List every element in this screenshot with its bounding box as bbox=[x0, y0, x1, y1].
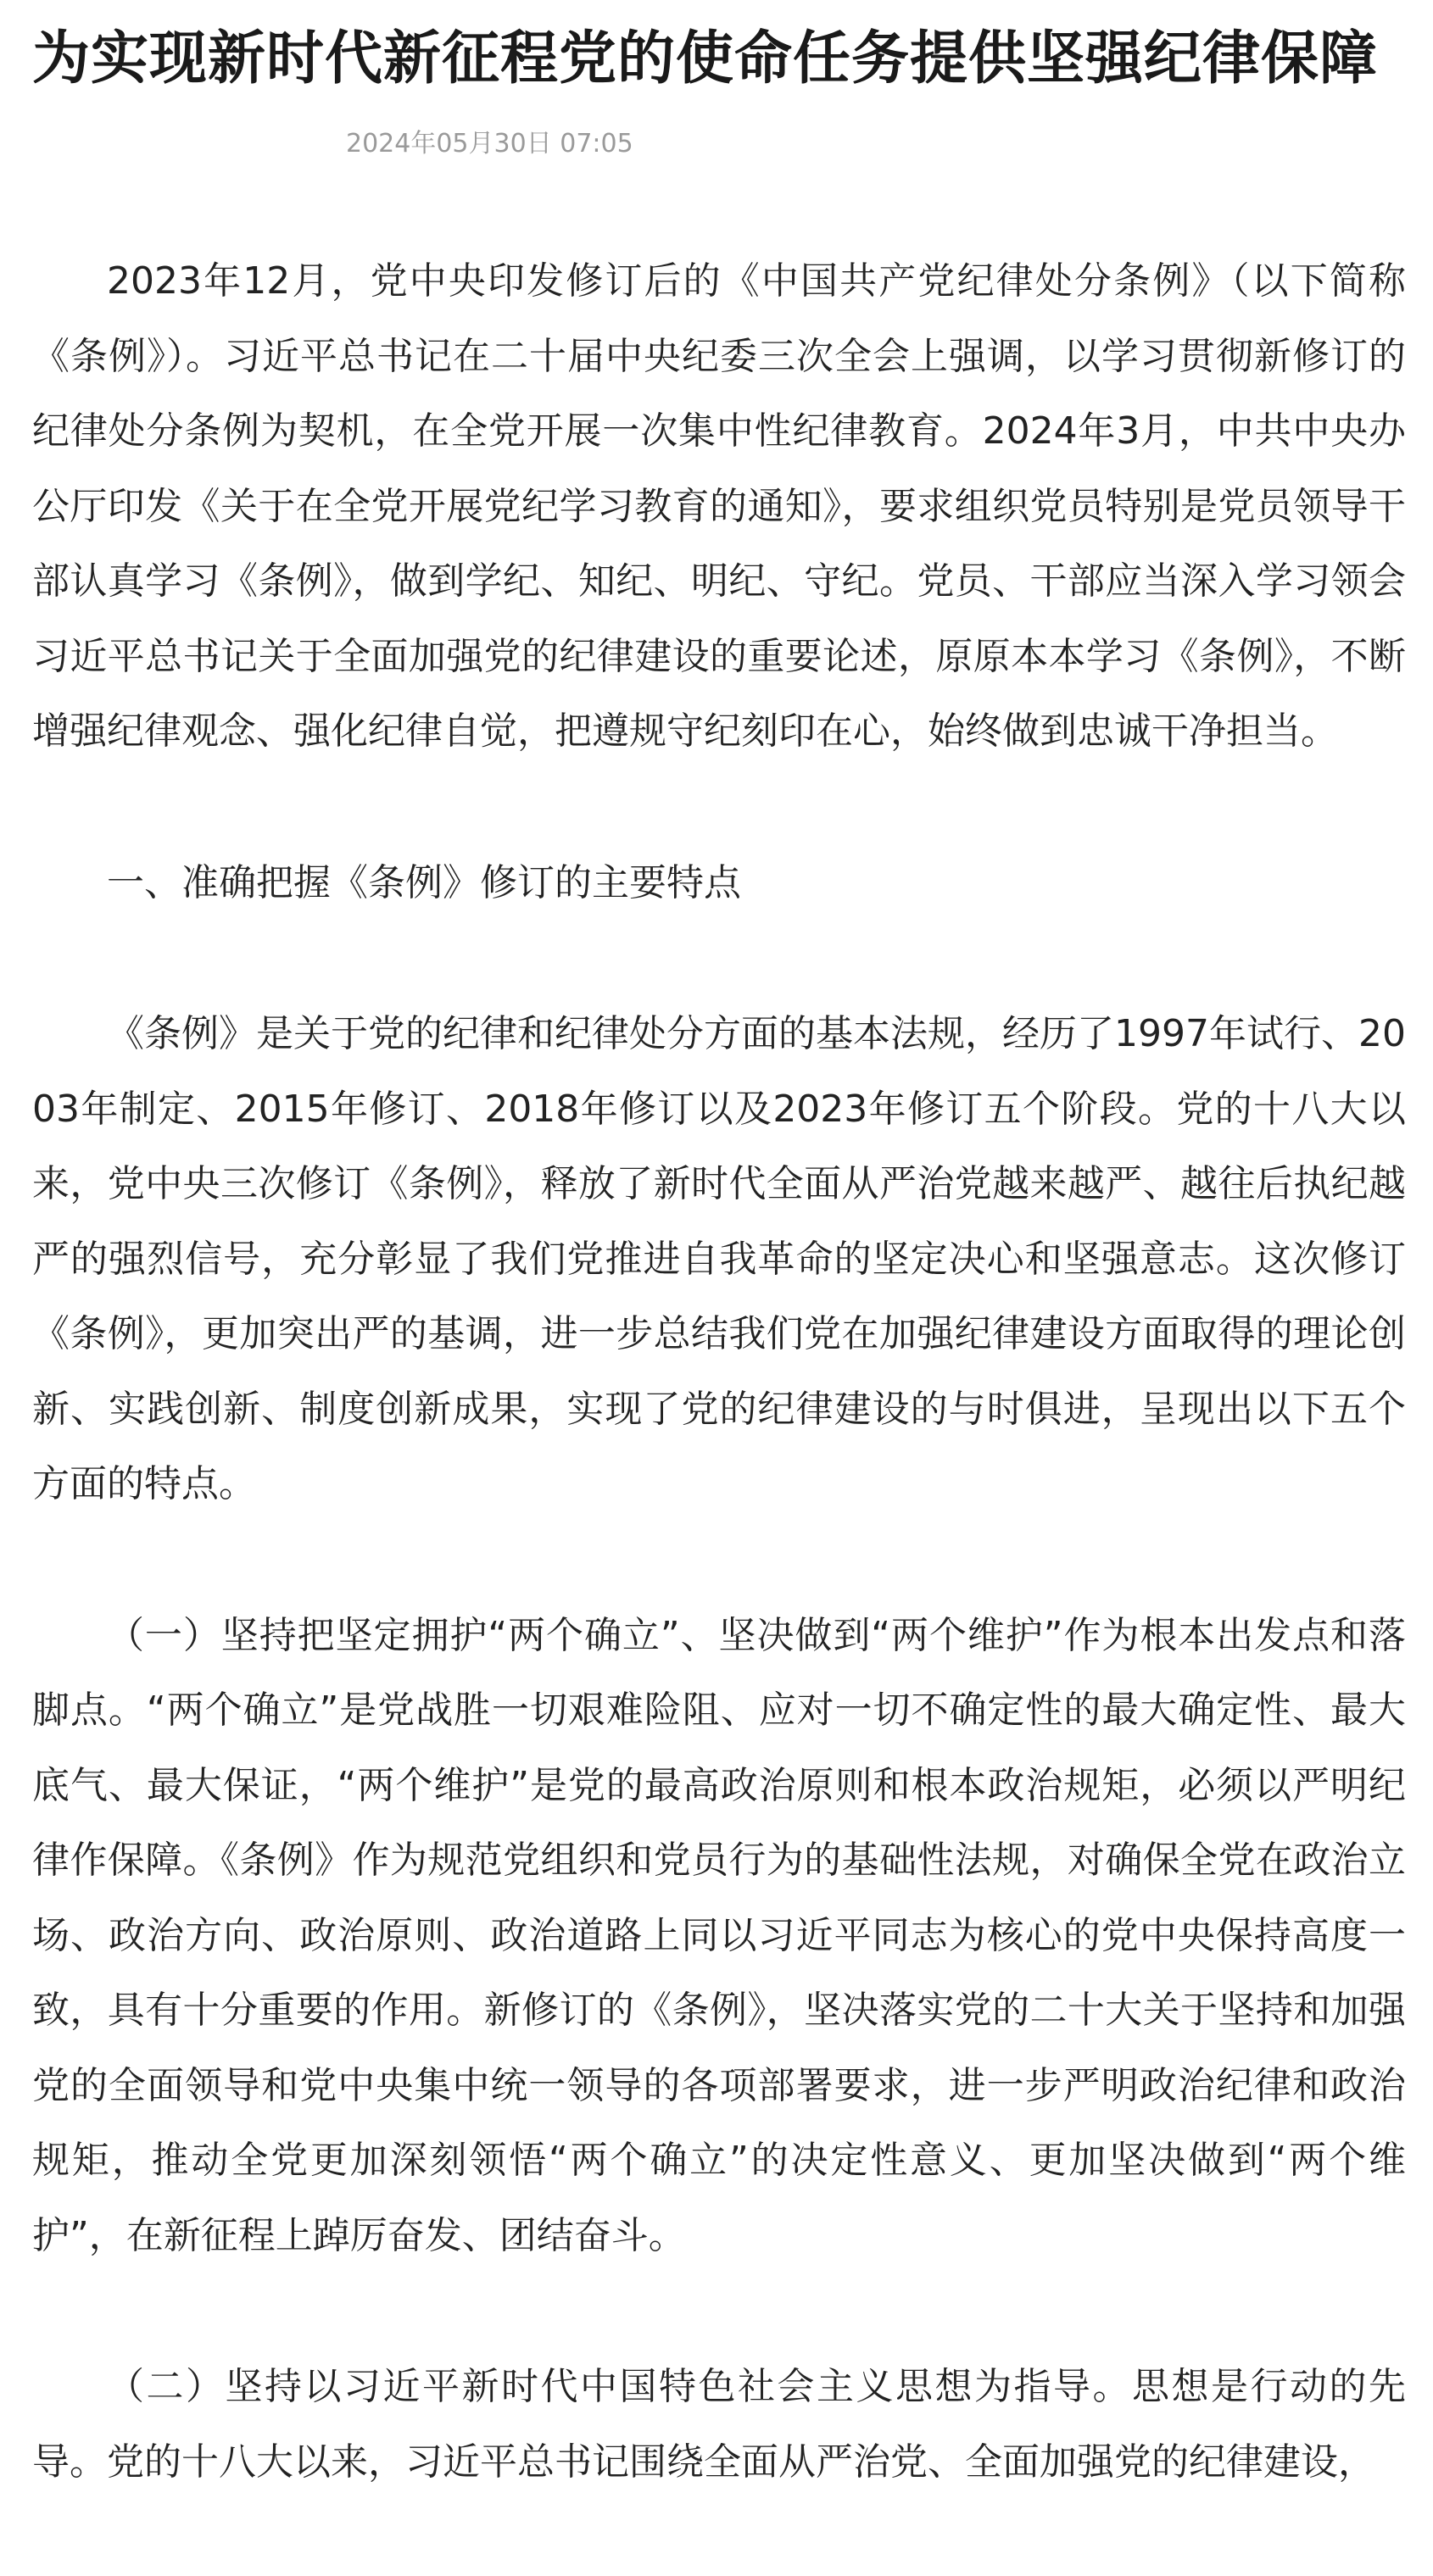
article bbox=[32, 0, 1406, 2576]
article-title: 为实现新时代新征程党的使命任务提供坚强纪律保障 bbox=[32, 25, 1379, 92]
paragraph-point-2: （二）坚持以习近平新时代中国特色社会主义思想为指导。思想是行动的先导。党的十八大以来，习近平总书记围绕全面从严治党、全面加强党的纪律建设， bbox=[32, 2365, 1406, 2484]
section-heading: 一、准确把握《条例》修订的主要特点 bbox=[107, 860, 741, 904]
paragraph-intro: 2023年12月，党中央印发修订后的《中国共产党纪律处分条例》（以下简称《条例》）。习近平总书记在二十届中央纪委三次全会上强调，以学习贯彻新修订的纪律处分条例为契机，在全党开展一次集中性纪律教育。2024年3月，中共中央办公厅印发《关于在全党开展党纪学习教育的通知》，要求组织党员特别是党员领导干部认真学习《条例》，做到学纪、知纪、明纪、守纪。党员、干部应当深入学习领会习近平总书记关于全面加强党的纪律建设的重要论述，原原本本学习《条例》，不断增强纪律观念、强化纪律自觉，把遵规守纪刻印在心，始终做到忠诚干净担当。 bbox=[32, 259, 1406, 753]
paragraph-point-1: （一）坚持把坚定拥护“两个确立”、坚决做到“两个维护”作为根本出发点和落脚点。“两个确立”是党战胜一切艰难险阻、应对一切不确定性的最大确定性、最大底气、最大保证，“两个维护”是党的最高政治原则和根本政治规矩，必须以严明纪律作保障。《条例》作为规范党组织和党员行为的基础性法规，对确保全党在政治立场、政治方向、政治原则、政治道路上同以习近平同志为核心的党中央保持高度一致，具有十分重要的作用。新修订的《条例》，坚决落实党的二十大关于坚持和加强党的全面领导和党中央集中统一领导的各项部署要求，进一步严明政治纪律和政治规矩，推动全党更加深刻领悟“两个确立”的决定性意义、更加坚决做到“两个维护”，在新征程上踔厉奋发、团结奋斗。 bbox=[32, 1613, 1406, 2257]
paragraph-features: 《条例》是关于党的纪律和纪律处分方面的基本法规，经历了1997年试行、2003年制定、2015年修订、2018年修订以及2023年修订五个阶段。党的十八大以来，党中央三次修订《条例》，释放了新时代全面从严治党越来越严、越往后执纪越严的强烈信号，充分彰显了我们党推进自我革命的坚定决心和坚强意志。这次修订《条例》，更加突出严的基调，进一步总结我们党在加强纪律建设方面取得的理论创新、实践创新、制度创新成果，实现了党的纪律建设的与时俱进，呈现出以下五个方面的特点。 bbox=[32, 1012, 1406, 1505]
article-body bbox=[32, 244, 1406, 2500]
publish-date: 2024年05月30日 07:05 bbox=[346, 129, 633, 159]
